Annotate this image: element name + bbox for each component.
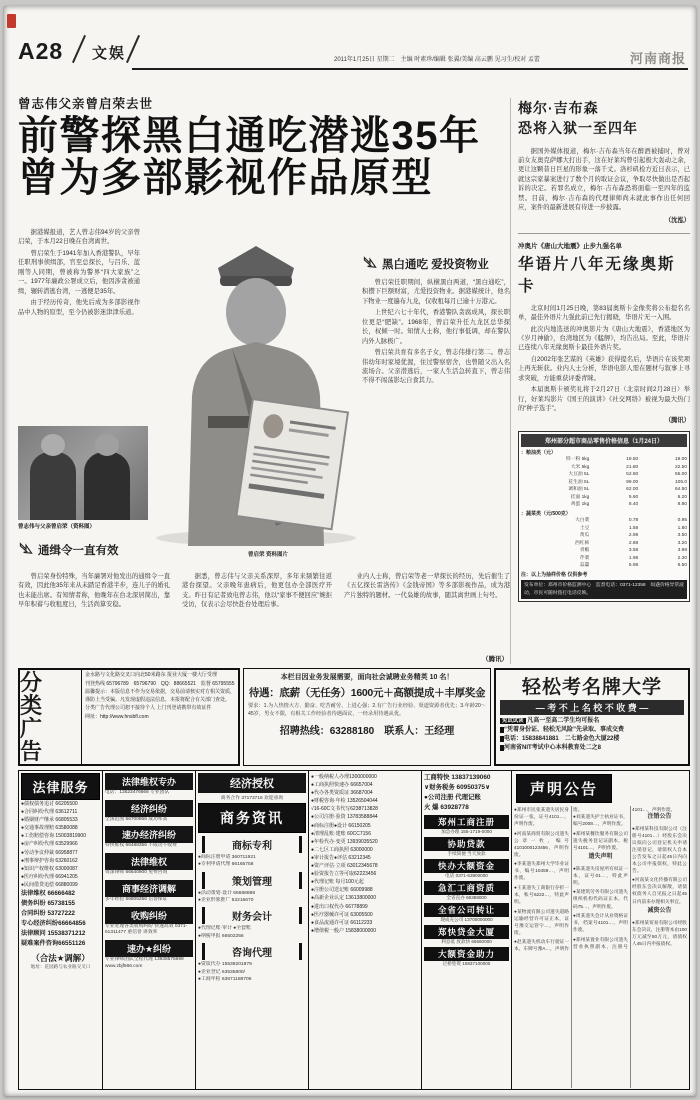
main-headline: 前警探黑白通吃潜逃35年 曾为多部影视作品原型 [18, 114, 481, 201]
subhead-black-white: 黑白通吃 爱投资物业 [362, 256, 510, 272]
recruitment-hotline: 招聘热线：63288180 联系人：王经理 [279, 726, 455, 738]
slash-divider [126, 35, 140, 63]
side-headline-oscar: 华语片八年无缘奥斯卡 [518, 255, 676, 295]
sidebar [518, 98, 690, 666]
classified-info-lines: 金水路与文化路交叉口向北50米路东 报业大厦一楼大厅受理 刊登热线 65796789 65796790 QQ：88665521 监督 65795555 温馨提示：本版信息不作为交易依据，交易前请核实对方相关资质，谨防上当受骗。凡发现虚假违法信息，本报将配合有关部门查处。 分类广告代理公司恕不接待个人 上门刊登请携带有效证件 网址：http://www.hnsbfl.com [85, 672, 236, 720]
side-kicker-oscar: 冲奥片《唐山大地震》止步九强名单 [518, 242, 622, 250]
photo-caption-center: 曾启荣 资料图片 [248, 552, 289, 558]
price-rows-grain: 特一粉 5kg 18.50 19.00 大米 5kg 21.80 22.50 大豆油 5L 52.50 55.00 花生油 5L 99.00 105.0 调和油 5L 62.00 64.50 挂面 1kg 5.60 6.20 鸡蛋 1kg 8.40 8.80 [565, 457, 688, 507]
article-kicker: 曾志伟父亲曾启荣去世 [18, 97, 154, 111]
arrow-icon [362, 256, 378, 272]
legal-services-column: 法律服务 ●债权债务追讨 66205500 ●合同纠纷代理 63612711 ●婚姻财产继承 66805533 ●交通事故理赔 63580088 ●工伤赔偿咨询 15003819900 ●房产纠纷代理 63529966 ●劳动争议仲裁 66958877 ●刑事辩护咨询 63260162 ●知识产权维权 63000087 ●医疗纠纷代理 66941205 ●民间借贷追偿 66880099 法律维权 66666482 债务纠纷 65738155 合同纠纷 53727222 专心经济纠纷66664856 法律顾问 15538371212 疑难案件咨询66551126 （合法★调解） 地址：花园路与农业路交叉口 [19, 771, 103, 1089]
express-services-column: 工商特快 13837139060 ∨财务税务 60950375∨ ●公司注册 代理记账 火 爆 63928778 郑州工商注册 加急办理 155-1719-0000 协助贷款 手续简便 当天放款 快办大额资金 电话 0371-63900000 急汇工商资质 全省直办 66388000 全省公司转让 现成壳公司 13700000000 郑快贷金大厦 利息低 放款快 66660000 大额资金助力 过桥垫资 15837100000 [422, 771, 512, 1089]
notices-header: 声明公告 [516, 774, 612, 803]
article-column-right: 黑白通吃 爱投资物业 曾启荣任职期间，纵横黑白两道，“黑白通吃”，积攒下巨额财富，尤爱投资物业。据港媒统计，他名下物业一度遍布九龙，仅收租每月已逾十万港元。 上世纪六七十年代，香港警队贪腐成风，探长职位更是“肥缺”。1968年，曾启荣升任九龙区总华探长，权倾一时。知情人士称，他行事低调，却在警队内外人脉极广。 曾启荣共育有多名子女，曾志伟排行第二。曾志伟幼年时家境优渥，住过警察宿舍，也曾随父出入名流场合。父亲潜逃后，一家人生活急转直下，曾志伟不得不闯荡影坛自食其力。 [362, 256, 510, 640]
column-divider [510, 98, 511, 664]
sidebar-divider [518, 233, 690, 234]
header-rule [132, 68, 688, 70]
dense-listings-column: ●一般纳税人办理1300000000 ●工商执照快速办 66657004 ●代办各类资质证 36687004 ●财税咨询·年检 13526504044 √16-60C文书代写6238713828 ●公司注册·验资 13783588844 ●商标注册●设计 66150205 ●清理乱账·建账 60CC7156 ●年检代办·变更 13939035520 ●二七区工商执照 63000000 ●审计报告●评估 63212345 ●资产评估·立项 63012345678 ●验资报告立等可取62223456 ●代理记账 每月100元起 ●注册公司送记账 66009988 ●高新企业认定 13613800000 ●进出口权代办 66778899 ●医疗器械许可证 63005500 ●食品流通许可证 66112233 ●增值税一般户 15838000000 [309, 771, 422, 1089]
section-title: 文娱 [92, 45, 127, 62]
article-bottom-col3: 业内人士称，曾启荣等老一辈探长的经历，先后催生了《五亿探长雷洛传》《金钱帝国》等多部影视作品，成为港产片独特的题材。一代枭雄的故事，随其离世画上句号。 [344, 573, 510, 599]
arrow-icon [18, 542, 34, 558]
side-article-oscar-body: 北京时间1月25日晚，第83届奥斯卡金像奖将公布提名名单，最佳外语片九强此前已先行揭晓，华语片无一入围。 此次内地选送的冲奥影片为《唐山大地震》，香港地区为《岁月神偷》，台湾地区为《艋舺》，均告出局。至此，华语片已连续八年无缘奥斯卡最佳外语片奖。 自2002年张艺谋的《英雄》获得提名后，华语片在该奖项上再无斩获。业内人士分析，华语电影人需在题材与叙事上寻求突破，方能重获评委青睐。 本届奥斯卡颁奖礼将于2月27日（北京时间2月28日）举行，好莱坞影片《国王的演讲》《社交网络》被视为最大热门的“种子选手”。 [518, 304, 690, 413]
side-headline-gibson: 梅尔·吉布森 恐将入狱一至四年 [518, 100, 638, 137]
side-article-gibson-body: 据国外媒体报道，梅尔·吉布森当年在醉酒被捕时，曾对前女友奥克萨娜大打出手，这在好莱坞曾引起极大轰动之余，更让这颗昔日巨星的形象一落千丈。洛杉矶检方近日表示，已就这宗家暴案进行了数个月的取证会议，争取尽快做出是否起诉的决定。若罪名成立，梅尔·吉布森恐将面临一至四年的监禁。目前，梅尔·吉布森的代理律师尚未就此事作出任何回应，案件的最新进展有待进一步披露。 [518, 147, 690, 212]
ads-grid [18, 770, 690, 1090]
main-article [18, 94, 510, 666]
ads-top-strip [18, 668, 690, 766]
side-article-credit: （腾讯） [664, 417, 690, 425]
registration-mark [7, 14, 16, 28]
university-ad: 轻松考名牌大学 — 考 不 上 名 校 不 收 费 — 免试试读 凡高一至高二学生均可报名 “凭着身份证、轻松无风险”先录取、事成交费 电话：15838841881 二七路金色大厦22楼 河南省NIT考试中心本科教育处二之8 [494, 668, 690, 766]
masthead-logo: 河南商报 [629, 51, 686, 66]
page-header [4, 32, 696, 76]
dateline: 2011年1月25日 星期二 主编 时素珍/编辑 张翼/美编 高云鹏 见习生/校对 孟蕾 [334, 57, 540, 63]
classified-title: 分 类 广 告 [20, 670, 82, 764]
article-bottom-col2: 据悉，曾志伟与父亲关系深厚，多年来频繁往返港台探望。父亲晚年患病后，他更包办全部医疗开支。昨日有记者致电曾志伟，他以“家事不便回应”婉拒受访，仅表示会尽快赴台处理后事。 [182, 573, 332, 609]
price-rows-veg: 大白菜 0.78 0.95 土豆 1.58 1.80 黄瓜 2.98 3.50 西红柿 2.88 3.20 青椒 3.58 3.98 芹菜 1.98 2.30 蒜薹 5.98 6.50 [574, 518, 688, 568]
side-article-credit: （沈泓） [664, 216, 690, 224]
price-info-box: 郑州部分超市商品零售价格信息（1月24日） ：粮油类（元） 特一粉 5kg 18.50 19.00 大米 5kg 21.80 22.50 大豆油 5L 52.50 55.00 花生油 5L 99.00 105.0 调和油 5L 62.00 64.50 挂面 1kg 5.60 6.20 鸡蛋 1kg 8.40 8.80 ：蔬菜类（元/500克） 大白菜 0.78 0.95 土豆 1.58 1.80 黄瓜 2.98 3.50 西红柿 2.88 3.20 青椒 3.58 3.98 芹菜 1.98 2.30 蒜薹 5.98 6.50 注：以上为抽样价格 仅供参考 发布单位：郑州市价格监测中心 监督电话：0371-12358 如遇价格异常波动，市民可随时拨打电话反映。 [518, 431, 690, 601]
notices-column: 声明公告 ●郑州市民张某遗失居民身份证一张，证号4101…，声明作废。 ●河南某商贸有限公司遗失公章一枚，编号4101000123456，声明作废。 ●李某遗失郑州大学毕业证书，编号10459…，声明作废。 ●王某遗失工商银行存折一本，账号6222…，特此声明。 ●某物流有限公司遗失道路运输经营许可证正本，证号豫交运管字…，声明作废。 ●赵某遗失机动车行驶证一本，车牌号豫A…，声明作废。 ●刘某遗失护士执业证书，编号2008…，声明作废。 ●郑州某餐饮服务有限公司遗失税务登记证副本，税号4101…，声明作废。 遗失声明 ●陈某遗失房屋所有权证一本，证号01…，特此声明。 ●某建筑劳务有限公司遗失组织机构代码证正本，代码75…，声明作废。 ●周某遗失会计从业资格证书，档案号4101…，声明作废。 ●郑州某置业有限公司遗失营业执照副本，注册号4101…，声明作废。 注销公告 ●郑州某科技有限公司（注册号4101…）经股东会决议拟向公司登记机关申请注销登记，请债权人自本公告发布之日起45日内向本公司申报债权，特此公告。 ●河南某文化传播有限公司经股东会决议解散，请债权债务人自见报之日起45日内前来办理相关事宜。 减资公告 ●郑州某贸易有限公司经股东会决议，注册资本由100万元减至50万元，请债权人45日内申报债权。 [512, 771, 689, 1089]
subhead-warrant: 通缉令一直有效 [18, 542, 178, 558]
price-box-footer: 发布单位：郑州市价格监测中心 监督电话：0371-12358 如遇价格异常波动，市民可随时拨打电话反映。 [521, 580, 687, 598]
photo-caption-left: 曾志伟与父亲曾启荣（资料图） [18, 524, 96, 530]
article-column-left: 据港媒报道，艺人曾志伟94岁的父亲曾启荣，于本月22日晚在台湾离世。 曾启荣生于1941年加入香港警队，早年任职刑事侦缉部，官至总探长，与吕乐、蓝刚等人同期，曾被称为警界“四大家族”之一。1977年廉政公署成立后，他因涉贪被通缉，辗转潜逃台湾，一逃便是35年。 由于经历传奇，他先后成为多部影视作品中人物的原型，至今仍被影迷津津乐道。 [18, 229, 140, 316]
slash-divider [72, 35, 86, 63]
article-credit: （腾讯） [482, 656, 508, 663]
article-bottom-col1: 曾启荣身份特殊，当年廉署对他发出的通缉令一直有效，因此他35年来从未踏足香港半步，连儿子的婚礼也未能出席。有知情者称，他晚年在台北深居简出，靠早年积蓄与收租度日，生活尚算安稳。 [18, 573, 170, 609]
business-info-column: 经济授权 商务合作 37173716 欢迎垂询 商务资讯 商标专利 ●商标注册申请 360711921 ●专利申请代理 66165758 策划管理 ●活动策划·设计 66668888 ●企业形象推广 53216670 财务会计 ●代理记账·审计 ●全套账 ●纳税申报 66502256 咨询代理 ●资质代办 15538201879 ●企业登记 63535800/ ●工商年检 63671188706 [196, 771, 309, 1089]
page-number: A28 [18, 38, 64, 64]
newspaper-page [4, 6, 696, 1096]
price-box-header: 郑州部分超市商品零售价格信息（1月24日） [521, 434, 687, 447]
classified-ads-section [18, 668, 690, 1090]
legal-services-header: 法律服务 [21, 773, 100, 800]
classified-masthead-box [18, 668, 240, 766]
photo-eric-tsang-and-father [18, 426, 148, 520]
dispute-blocks-column: 法律维权专办 电话：13523476666 专业团队 经济纠纷 全国范围 66700866 成功率高 速办经济纠纷 特快维权 66488356 不成功不收费 法律维权 资深律师 66640900 免费咨询 商事经济调解 多年经验 66805256 信誉保证 收购纠纷 专业处理各类收购纠纷 快速高效 0371-61311477 重信誉 讲效率 速办★纠纷 专业律师团队全程代理 13938576699 www.zbjf666.com [103, 771, 196, 1089]
photo-tsang-kai-wing-uniform [148, 216, 364, 546]
university-ad-title: 轻松考名牌大学 [521, 677, 662, 698]
recruitment-ad: 本栏目因业务发展需要，面向社会诚聘业务精英 10 名！ 待遇：底薪（无任务）1600元＋高额提成＋丰厚奖金 要求：1.为人热情大方、勤奋、吃苦耐劳、上进心强；2.有广告行业经验、渠道资源者优先；3.年龄20～45岁，男女不限，有相关工作经验者待遇面议，一经录用待遇从优。 招聘热线：63288180 联系人：王经理 [243, 668, 491, 766]
business-info-header: 商务资讯 [198, 803, 306, 833]
